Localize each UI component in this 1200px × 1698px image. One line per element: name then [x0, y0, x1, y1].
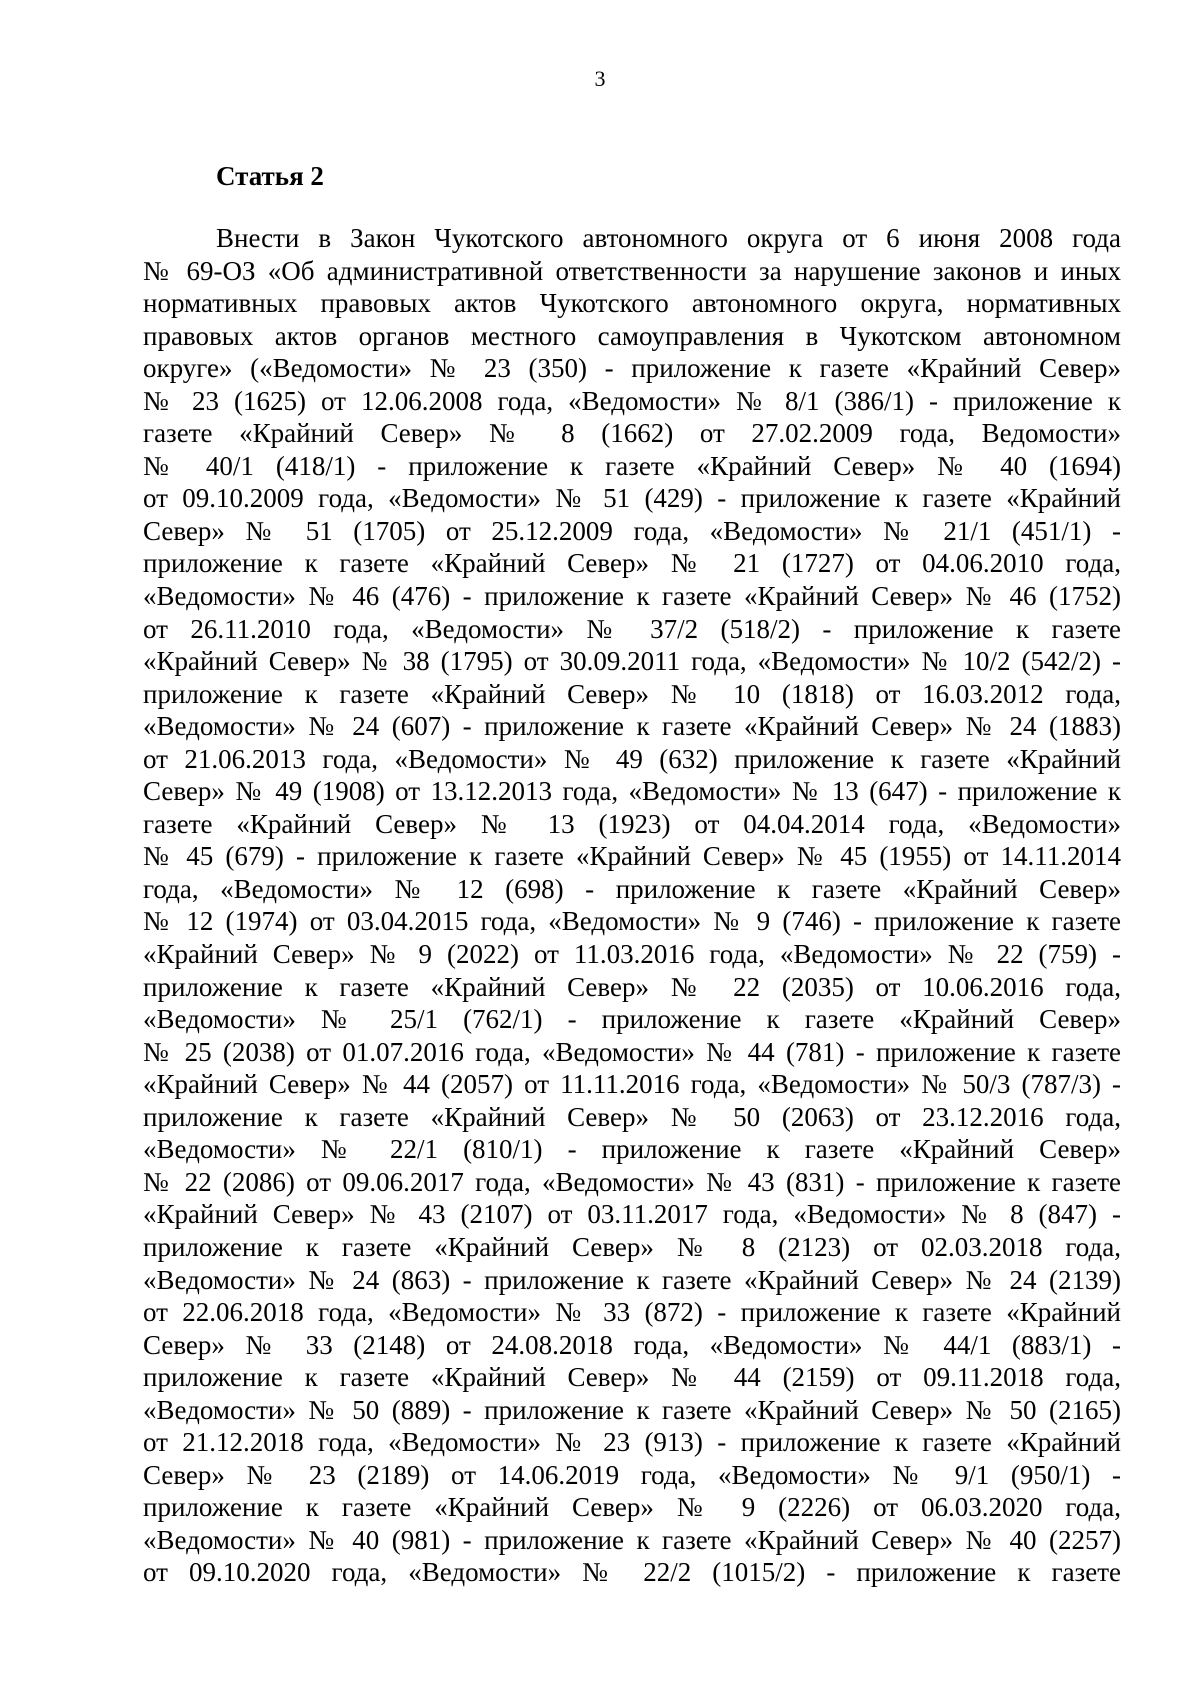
- text-line: Север» № 33 (2148) от 24.08.2018 года, «Ведомости» № 44/1 (883/1) -: [143, 1329, 1121, 1360]
- text-line: «Ведомости» № 24 (863) - приложение к газете «Крайний Север» № 24 (2139): [143, 1264, 1121, 1295]
- text-line: «Ведомости» № 22/1 (810/1) - приложение к газете «Крайний Север»: [143, 1134, 1121, 1165]
- text-line: № 69-ОЗ «Об административной ответственности за нарушение законов и иных: [143, 255, 1121, 286]
- text-line: приложение к газете «Крайний Север» № 9 (2226) от 06.03.2020 года,: [143, 1492, 1121, 1523]
- text-line: приложение к газете «Крайний Север» № 8 (2123) от 02.03.2018 года,: [143, 1231, 1121, 1262]
- text-line: от 09.10.2020 года, «Ведомости» № 22/2 (1015/2) - приложение к газете: [143, 1557, 1121, 1588]
- text-line: газете «Крайний Север» № 13 (1923) от 04.04.2014 года, «Ведомости»: [143, 808, 1121, 839]
- text-line: приложение к газете «Крайний Север» № 22 (2035) от 10.06.2016 года,: [143, 971, 1121, 1002]
- text-line: приложение к газете «Крайний Север» № 50 (2063) от 23.12.2016 года,: [143, 1101, 1121, 1132]
- text-line: приложение к газете «Крайний Север» № 21 (1727) от 04.06.2010 года,: [143, 548, 1121, 579]
- text-line: от 09.10.2009 года, «Ведомости» № 51 (429) - приложение к газете «Крайний: [143, 483, 1121, 514]
- text-line: от 26.11.2010 года, «Ведомости» № 37/2 (518/2) - приложение к газете: [143, 613, 1121, 644]
- text-line: года, «Ведомости» № 12 (698) - приложение к газете «Крайний Север»: [143, 873, 1121, 904]
- text-line: от 21.12.2018 года, «Ведомости» № 23 (913) - приложение к газете «Крайний: [143, 1427, 1121, 1458]
- text-line: № 45 (679) - приложение к газете «Крайний Север» № 45 (1955) от 14.11.2014: [143, 841, 1121, 872]
- text-line: правовых актов органов местного самоуправления в Чукотском автономном: [143, 320, 1121, 351]
- text-line: «Крайний Север» № 43 (2107) от 03.11.2017 года, «Ведомости» № 8 (847) -: [143, 1199, 1121, 1230]
- text-line: № 23 (1625) от 12.06.2008 года, «Ведомости» № 8/1 (386/1) - приложение к: [143, 385, 1121, 416]
- text-line: «Ведомости» № 46 (476) - приложение к газете «Крайний Север» № 46 (1752): [143, 581, 1121, 612]
- text-line: № 25 (2038) от 01.07.2016 года, «Ведомости» № 44 (781) - приложение к газете: [143, 1036, 1121, 1067]
- text-line: «Ведомости» № 25/1 (762/1) - приложение к газете «Крайний Север»: [143, 1004, 1121, 1035]
- text-line: № 12 (1974) от 03.04.2015 года, «Ведомости» № 9 (746) - приложение к газете: [143, 906, 1121, 937]
- text-line: «Ведомости» № 40 (981) - приложение к газете «Крайний Север» № 40 (2257): [143, 1524, 1121, 1555]
- text-line: газете «Крайний Север» № 8 (1662) от 27.02.2009 года, Ведомости»: [143, 418, 1121, 449]
- text-line: «Ведомости» № 24 (607) - приложение к газете «Крайний Север» № 24 (1883): [143, 711, 1121, 742]
- text-line: Внести в Закон Чукотского автономного округа от 6 июня 2008 года: [216, 223, 1121, 253]
- text-line: нормативных правовых актов Чукотского автономного округа, нормативных: [143, 288, 1121, 319]
- text-line: Север» № 23 (2189) от 14.06.2019 года, «Ведомости» № 9/1 (950/1) -: [143, 1459, 1121, 1490]
- text-line: приложение к газете «Крайний Север» № 10 (1818) от 16.03.2012 года,: [143, 678, 1121, 709]
- text-line: округе» («Ведомости» № 23 (350) - приложение к газете «Крайний Север»: [143, 353, 1121, 384]
- text-line: «Ведомости» № 50 (889) - приложение к газете «Крайний Север» № 50 (2165): [143, 1394, 1121, 1425]
- article-body: [143, 222, 1121, 1589]
- text-line: от 22.06.2018 года, «Ведомости» № 33 (872) - приложение к газете «Крайний: [143, 1297, 1121, 1328]
- text-line: «Крайний Север» № 44 (2057) от 11.11.2016 года, «Ведомости» № 50/3 (787/3) -: [143, 1069, 1121, 1100]
- page-number: 3: [594, 66, 606, 91]
- text-line: «Крайний Север» № 38 (1795) от 30.09.2011 года, «Ведомости» № 10/2 (542/2) -: [143, 646, 1121, 677]
- text-line: от 21.06.2013 года, «Ведомости» № 49 (632) приложение к газете «Крайний: [143, 743, 1121, 774]
- text-line: приложение к газете «Крайний Север» № 44 (2159) от 09.11.2018 года,: [143, 1362, 1121, 1393]
- text-line: № 22 (2086) от 09.06.2017 года, «Ведомости» № 43 (831) - приложение к газете: [143, 1166, 1121, 1197]
- text-line: Север» № 51 (1705) от 25.12.2009 года, «Ведомости» № 21/1 (451/1) -: [143, 515, 1121, 546]
- text-line: «Крайний Север» № 9 (2022) от 11.03.2016 года, «Ведомости» № 22 (759) -: [143, 939, 1121, 970]
- text-line: № 40/1 (418/1) - приложение к газете «Крайний Север» № 40 (1694): [143, 450, 1121, 481]
- article-heading: Статья 2: [216, 161, 324, 191]
- text-line: Север» № 49 (1908) от 13.12.2013 года, «Ведомости» № 13 (647) - приложение к: [143, 776, 1121, 807]
